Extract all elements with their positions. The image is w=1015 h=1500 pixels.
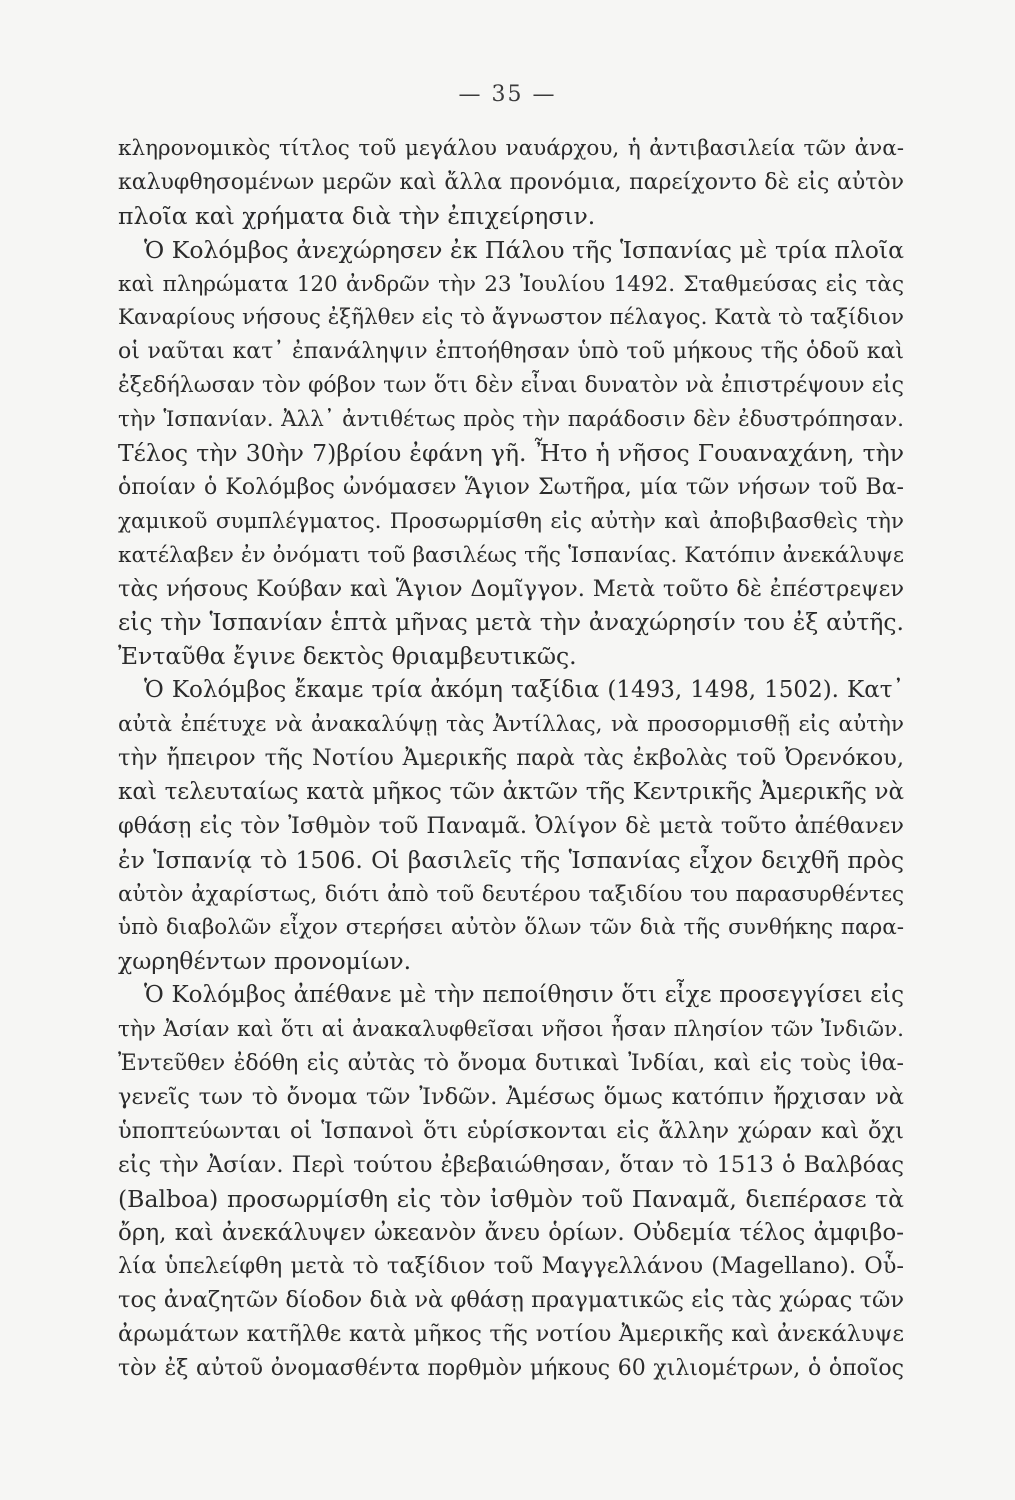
text-line: οἱ ναῦται κατ᾽ ἐπανάληψιν ἐπτοήθησαν ὑπὸ τοῦ μήκους τῆς ὁδοῦ καὶ (118, 339, 904, 365)
text-line: τος ἀναζητῶν δίοδον διὰ νὰ φθάσῃ πραγματικῶς εἰς τὰς χώρας τῶν (118, 1287, 904, 1314)
text-line: Καναρίους νήσους ἐξῆλθεν εἰς τὸ ἄγνωστον πέλαγος. Κατὰ τὸ ταξίδιον (118, 305, 904, 331)
text-line: εἰς τὴν Ἀσίαν. Περὶ τούτου ἐβεβαιώθησαν, ὅταν τὸ 1513 ὁ Βαλβόας (118, 1151, 904, 1178)
text-line: καὶ τελευταίως κατὰ μῆκος τῶν ἀκτῶν τῆς Κεντρικῆς Ἀμερικῆς νὰ (118, 778, 904, 805)
text-line: τὸν ἐξ αὐτοῦ ὀνομασθέντα πορθμὸν μήκους 60 χιλιομέτρων, ὁ ὁποῖος (118, 1356, 904, 1382)
text-line: τὴν Ἱσπανίαν. Ἀλλ᾽ ἀντιθέτως πρὸς τὴν παράδοσιν δὲν ἐδυστρόπησαν. (118, 407, 904, 433)
text-line: τὴν Ἀσίαν καὶ ὅτι αἱ ἀνακαλυφθεῖσαι νῆσοι ἦσαν πλησίον τῶν Ἰνδιῶν. (118, 1017, 904, 1043)
text-line: καὶ πληρώματα 120 ἀνδρῶν τὴν 23 Ἰουλίου 1492. Σταθμεύσας εἰς τὰς (118, 271, 904, 297)
text-line: ἐν Ἱσπανίᾳ τὸ 1506. Οἱ βασιλεῖς τῆς Ἱσπανίας εἶχον δειχθῆ πρὸς (118, 845, 904, 874)
text-line: ὑποπτεύωνται οἱ Ἱσπανοὶ ὅτι εὑρίσκονται εἰς ἄλλην χώραν καὶ ὄχι (118, 1117, 904, 1144)
text-line: πλοῖα καὶ χρήματα διὰ τὴν ἐπιχείρησιν. (118, 201, 596, 230)
text-line: Ὁ Κολόμβος ἀνεχώρησεν ἐκ Πάλου τῆς Ἱσπανίας μὲ τρία πλοῖα (144, 235, 904, 264)
text-line: εἰς τὴν Ἱσπανίαν ἑπτὰ μῆνας μετὰ τὴν ἀναχώρησίν του ἐξ αὐτῆς. (118, 608, 904, 637)
text-line: γενεῖς των τὸ ὄνομα τῶν Ἰνδῶν. Ἀμέσως ὅμως κατόπιν ἤρχισαν νὰ (118, 1083, 904, 1110)
text-line: Ὁ Κολόμβος ἀπέθανε μὲ τὴν πεποίθησιν ὅτι εἶχε προσεγγίσει εἰς (144, 982, 904, 1009)
text-line: κατέλαβεν ἐν ὀνόματι τοῦ βασιλέως τῆς Ἱσπανίας. Κατόπιν ἀνεκάλυψε (118, 542, 904, 568)
text-line: χωρηθέντων προνομίων. (118, 947, 412, 976)
text-line: Ὁ Κολόμβος ἔκαμε τρία ἀκόμη ταξίδια (1493, 1498, 1502). Κατ᾽ (144, 677, 904, 704)
text-line: καλυφθησομένων μερῶν καὶ ἄλλα προνόμια, παρείχοντο δὲ εἰς αὐτὸν (118, 169, 904, 195)
text-line: Τέλος τὴν 30ὴν 7)βρίου ἐφάνη γῆ. Ἦτο ἡ νῆσος Γουαναχάνη, τὴν (118, 439, 904, 468)
text-line: Ἐνταῦθα ἔγινε δεκτὸς θριαμβευτικῶς. (118, 642, 577, 671)
text-line: φθάσῃ εἰς τὸν Ἰσθμὸν τοῦ Παναμᾶ. Ὀλίγον δὲ μετὰ τοῦτο ἀπέθανεν (118, 812, 904, 839)
text-line: ὑπὸ διαβολῶν εἶχον στερήσει αὐτὸν ὅλων τῶν διὰ τῆς συνθήκης παρα- (118, 915, 904, 941)
text-line: αὐτὸν ἀχαρίστως, διότι ἀπὸ τοῦ δευτέρου ταξιδίου του παρασυρθέντες (118, 881, 904, 907)
text-line: ὁποίαν ὁ Κολόμβος ὠνόμασεν Ἅγιον Σωτῆρα, μία τῶν νήσων τοῦ Βα- (118, 474, 904, 500)
body-text (118, 132, 904, 1386)
page-number: — 35 — (458, 82, 557, 107)
text-line: αὐτὰ ἐπέτυχε νὰ ἀνακαλύψῃ τὰς Ἀντίλλας, νὰ προσορμισθῇ εἰς αὐτὴν (118, 712, 904, 738)
text-line: τὰς νήσους Κούβαν καὶ Ἅγιον Δομῖγγον. Μετὰ τοῦτο δὲ ἐπέστρεψεν (118, 575, 904, 602)
text-line: κληρονομικὸς τίτλος τοῦ μεγάλου ναυάρχου, ἡ ἀντιβασιλεία τῶν ἀνα- (118, 136, 904, 161)
text-line: χαμικοῦ συμπλέγματος. Προσωρμίσθη εἰς αὐτὴν καὶ ἀποβιβασθεὶς τὴν (118, 508, 904, 534)
text-line: ὄρη, καὶ ἀνεκάλυψεν ὠκεανὸν ἄνευ ὁρίων. Οὐδεμία τέλος ἀμφιβο- (118, 1219, 904, 1246)
text-line: Ἐντεῦθεν ἐδόθη εἰς αὐτὰς τὸ ὄνομα δυτικαὶ Ἰνδίαι, καὶ εἰς τοὺς ἰθα- (118, 1051, 904, 1077)
text-line: ἀρωμάτων κατῆλθε κατὰ μῆκος τῆς νοτίου Ἀμερικῆς καὶ ἀνεκάλυψε (118, 1321, 904, 1348)
text-line: λία ὑπελείφθη μετὰ τὸ ταξίδιον τοῦ Μαγγελλάνου (Magellano). Οὗ- (118, 1253, 904, 1280)
text-line: (Balboa) προσωρμίσθη εἰς τὸν ἰσθμὸν τοῦ Παναμᾶ, διεπέρασε τὰ (118, 1184, 904, 1213)
text-line: ἐξεδήλωσαν τὸν φόβον των ὅτι δὲν εἶναι δυνατὸν νὰ ἐπιστρέψουν εἰς (118, 373, 904, 399)
text-line: τὴν ἤπειρον τῆς Νοτίου Ἀμερικῆς παρὰ τὰς ἐκβολὰς τοῦ Ὀρενόκου, (118, 745, 904, 772)
